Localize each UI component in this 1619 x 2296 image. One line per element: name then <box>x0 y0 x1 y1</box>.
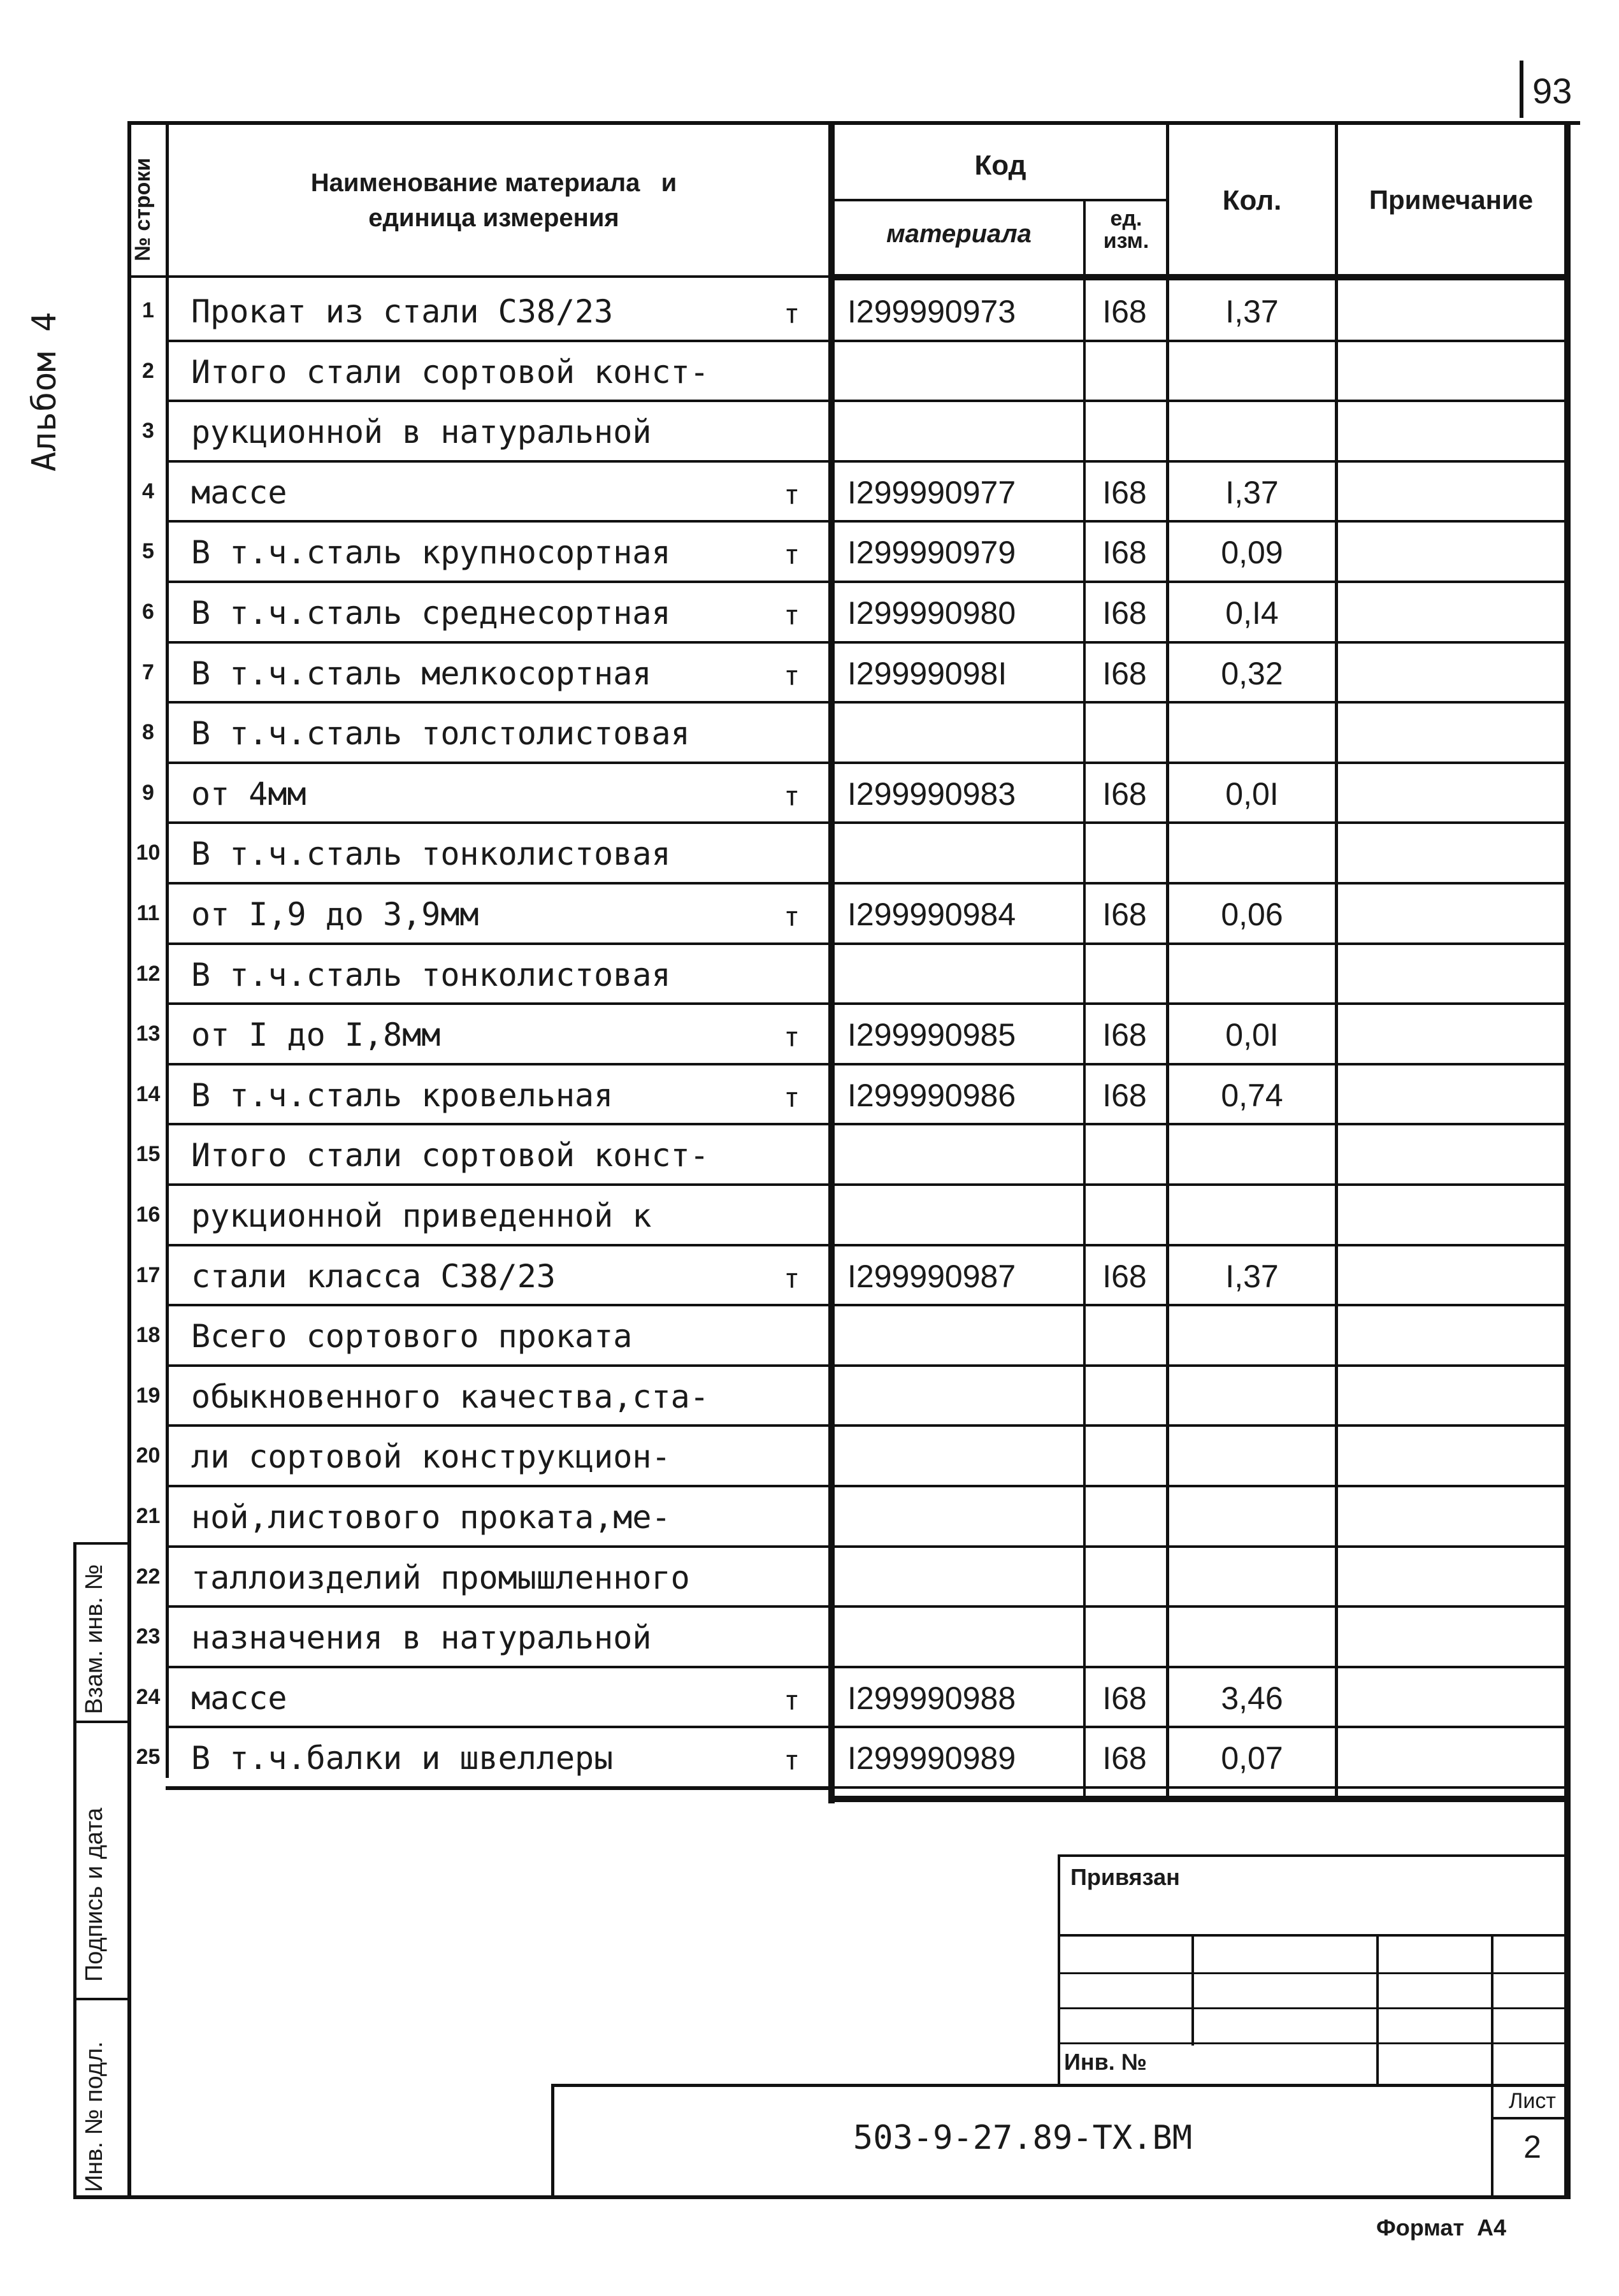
row-name: В т.ч.сталь мелкосортная <box>191 654 652 692</box>
row-name: В т.ч.балки и швеллеры <box>191 1740 614 1777</box>
row-separator <box>166 1424 1564 1427</box>
row-material-code: I299990987 <box>847 1258 1016 1294</box>
row-number: 17 <box>136 1262 161 1287</box>
row-material-code: I29999098I <box>847 655 1007 691</box>
row-name: от 4мм <box>191 775 306 812</box>
rownum-header: № строки <box>131 157 155 261</box>
row-unit: т <box>784 1262 800 1294</box>
row-number: 19 <box>136 1383 161 1408</box>
row-unit-code: I68 <box>1102 1258 1147 1294</box>
row-name: массе <box>191 473 287 511</box>
row-unit-code: I68 <box>1102 776 1147 812</box>
sheet-number: 2 <box>1523 2129 1541 2165</box>
row-unit-code: I68 <box>1102 1680 1147 1716</box>
row-number: 1 <box>142 298 154 322</box>
row-separator <box>166 1605 1564 1608</box>
row-number: 23 <box>136 1624 161 1649</box>
album-label: Альбом 4 <box>25 312 64 472</box>
row-material-code: I299990983 <box>847 776 1016 812</box>
row-separator <box>166 581 1564 583</box>
row-material-code: I299990986 <box>847 1077 1016 1113</box>
row-unit: т <box>784 901 800 932</box>
row-material-code: I299990985 <box>847 1017 1016 1053</box>
row-quantity: 0,09 <box>1221 535 1283 571</box>
row-number: 21 <box>136 1504 161 1528</box>
row-quantity: 0,07 <box>1221 1740 1283 1777</box>
sheet-label: Лист <box>1509 2089 1556 2113</box>
name-header-line1: Наименование материала и <box>310 169 677 197</box>
code-unit-header-2: изм. <box>1103 229 1149 253</box>
row-unit: т <box>784 1022 800 1053</box>
row-number: 24 <box>136 1684 161 1709</box>
row-name: В т.ч.сталь кровельная <box>191 1076 614 1114</box>
note-header: Примечание <box>1369 185 1534 215</box>
row-quantity: 3,46 <box>1221 1680 1283 1716</box>
row-unit-code: I68 <box>1102 655 1147 691</box>
code-unit-header-1: ед. <box>1110 206 1142 231</box>
row-unit: т <box>784 780 800 812</box>
row-quantity: 0,0I <box>1225 776 1279 812</box>
format-label: Формат А4 <box>1376 2214 1507 2241</box>
row-separator <box>166 1063 1564 1065</box>
row-separator <box>166 762 1564 764</box>
row-name: ли сортовой конструкцион- <box>191 1438 671 1476</box>
row-material-code: I299990977 <box>847 474 1016 510</box>
row-name: В т.ч.сталь толстолистовая <box>191 715 690 753</box>
row-quantity: I,37 <box>1225 1258 1279 1294</box>
row-name: Итого стали сортовой конст- <box>191 1137 709 1174</box>
row-quantity: 0,I4 <box>1225 595 1279 631</box>
row-number: 7 <box>142 660 154 684</box>
row-unit: т <box>784 660 800 691</box>
row-name: от I до I,8мм <box>191 1016 441 1054</box>
row-unit: т <box>784 298 800 329</box>
row-unit-code: I68 <box>1102 1740 1147 1777</box>
row-unit: т <box>784 1745 800 1777</box>
row-unit-code: I68 <box>1102 897 1147 932</box>
row-number: 18 <box>136 1323 161 1348</box>
row-number: 14 <box>136 1081 161 1106</box>
row-material-code: I299990973 <box>847 294 1016 329</box>
inv-no-label: Инв. № <box>1064 2049 1147 2075</box>
row-separator <box>166 1364 1564 1367</box>
privyazan-label: Привязан <box>1070 1864 1180 1890</box>
row-number: 25 <box>136 1745 161 1770</box>
row-number: 10 <box>136 841 161 865</box>
row-name: обыкновенного качества,ста- <box>191 1378 709 1415</box>
row-separator <box>166 1183 1564 1186</box>
row-separator <box>166 942 1564 945</box>
page-number: 93 <box>1532 71 1572 111</box>
row-separator <box>166 701 1564 704</box>
row-quantity: 0,0I <box>1225 1017 1279 1053</box>
row-name: В т.ч.сталь тонколистовая <box>191 956 671 993</box>
row-unit: т <box>784 479 800 510</box>
podpis-data-label: Подпись и дата <box>81 1807 108 1982</box>
row-unit: т <box>784 539 800 571</box>
row-separator <box>166 882 1564 884</box>
row-name: от I,9 до 3,9мм <box>191 896 479 933</box>
qty-header: Кол. <box>1222 185 1282 216</box>
row-unit-code: I68 <box>1102 535 1147 571</box>
row-separator <box>166 1123 1564 1125</box>
row-number: 2 <box>142 358 154 383</box>
row-name: Итого стали сортовой конст- <box>191 353 709 391</box>
row-separator <box>166 1002 1564 1005</box>
row-number: 6 <box>142 600 154 624</box>
row-number: 9 <box>142 780 154 805</box>
row-separator <box>166 1304 1564 1306</box>
row-material-code: I299990989 <box>847 1740 1016 1777</box>
inv-podl-label: Инв. № подл. <box>81 2041 108 2192</box>
row-separator <box>166 1786 1564 1789</box>
row-unit-code: I68 <box>1102 474 1147 510</box>
row-quantity: 0,74 <box>1221 1077 1283 1113</box>
row-quantity: 0,32 <box>1221 655 1283 691</box>
row-material-code: I299990984 <box>847 897 1016 932</box>
row-separator <box>166 520 1564 523</box>
row-number: 3 <box>142 419 154 444</box>
row-name: таллоизделий промышленного <box>191 1559 690 1596</box>
row-separator <box>166 340 1564 342</box>
name-header-line2: единица измерения <box>368 204 619 232</box>
row-unit-code: I68 <box>1102 1017 1147 1053</box>
row-quantity: I,37 <box>1225 294 1279 329</box>
code-header: Код <box>974 150 1026 181</box>
row-separator <box>166 1244 1564 1246</box>
row-quantity: 0,06 <box>1221 897 1283 932</box>
page-number-mark <box>1520 61 1523 118</box>
row-name: Всего сортового проката <box>191 1318 633 1355</box>
row-material-code: I299990979 <box>847 535 1016 571</box>
row-name: В т.ч.сталь среднесортная <box>191 595 671 632</box>
row-number: 20 <box>136 1443 161 1468</box>
row-separator <box>166 821 1564 824</box>
row-unit-code: I68 <box>1102 595 1147 631</box>
row-number: 12 <box>136 961 161 986</box>
row-name: Прокат из стали С38/23 <box>191 293 614 330</box>
row-separator <box>166 641 1564 644</box>
row-unit-code: I68 <box>1102 1077 1147 1113</box>
row-name: массе <box>191 1679 287 1717</box>
row-quantity: I,37 <box>1225 474 1279 510</box>
document-code: 503-9-27.89-ТХ.ВМ <box>853 2119 1193 2157</box>
row-number: 13 <box>136 1022 161 1046</box>
row-number: 8 <box>142 720 154 745</box>
row-number: 16 <box>136 1202 161 1227</box>
row-name: В т.ч.сталь крупносортная <box>191 534 671 572</box>
row-name: стали класса С38/23 <box>191 1257 556 1295</box>
row-number: 22 <box>136 1564 161 1589</box>
row-separator <box>166 400 1564 402</box>
row-number: 5 <box>142 539 154 564</box>
row-separator <box>166 460 1564 463</box>
row-material-code: I299990980 <box>847 595 1016 631</box>
row-unit: т <box>784 1081 800 1113</box>
row-number: 11 <box>136 901 160 925</box>
row-unit-code: I68 <box>1102 294 1147 329</box>
row-separator <box>166 1485 1564 1487</box>
row-name: В т.ч.сталь тонколистовая <box>191 835 671 873</box>
row-name: ной,листового проката,ме- <box>191 1499 671 1536</box>
row-unit: т <box>784 600 800 631</box>
row-unit: т <box>784 1684 800 1716</box>
row-name: рукционной приведенной к <box>191 1197 652 1234</box>
row-separator <box>166 1726 1564 1728</box>
row-material-code: I299990988 <box>847 1680 1016 1716</box>
row-number: 15 <box>136 1142 161 1167</box>
code-material-header: материала <box>886 220 1032 248</box>
vzam-inv-label: Взам. инв. № <box>81 1564 108 1714</box>
row-separator <box>166 1545 1564 1548</box>
row-name: рукционной в натуральной <box>191 414 652 451</box>
row-number: 4 <box>142 479 154 503</box>
row-separator <box>166 1666 1564 1668</box>
row-name: назначения в натуральной <box>191 1619 652 1657</box>
